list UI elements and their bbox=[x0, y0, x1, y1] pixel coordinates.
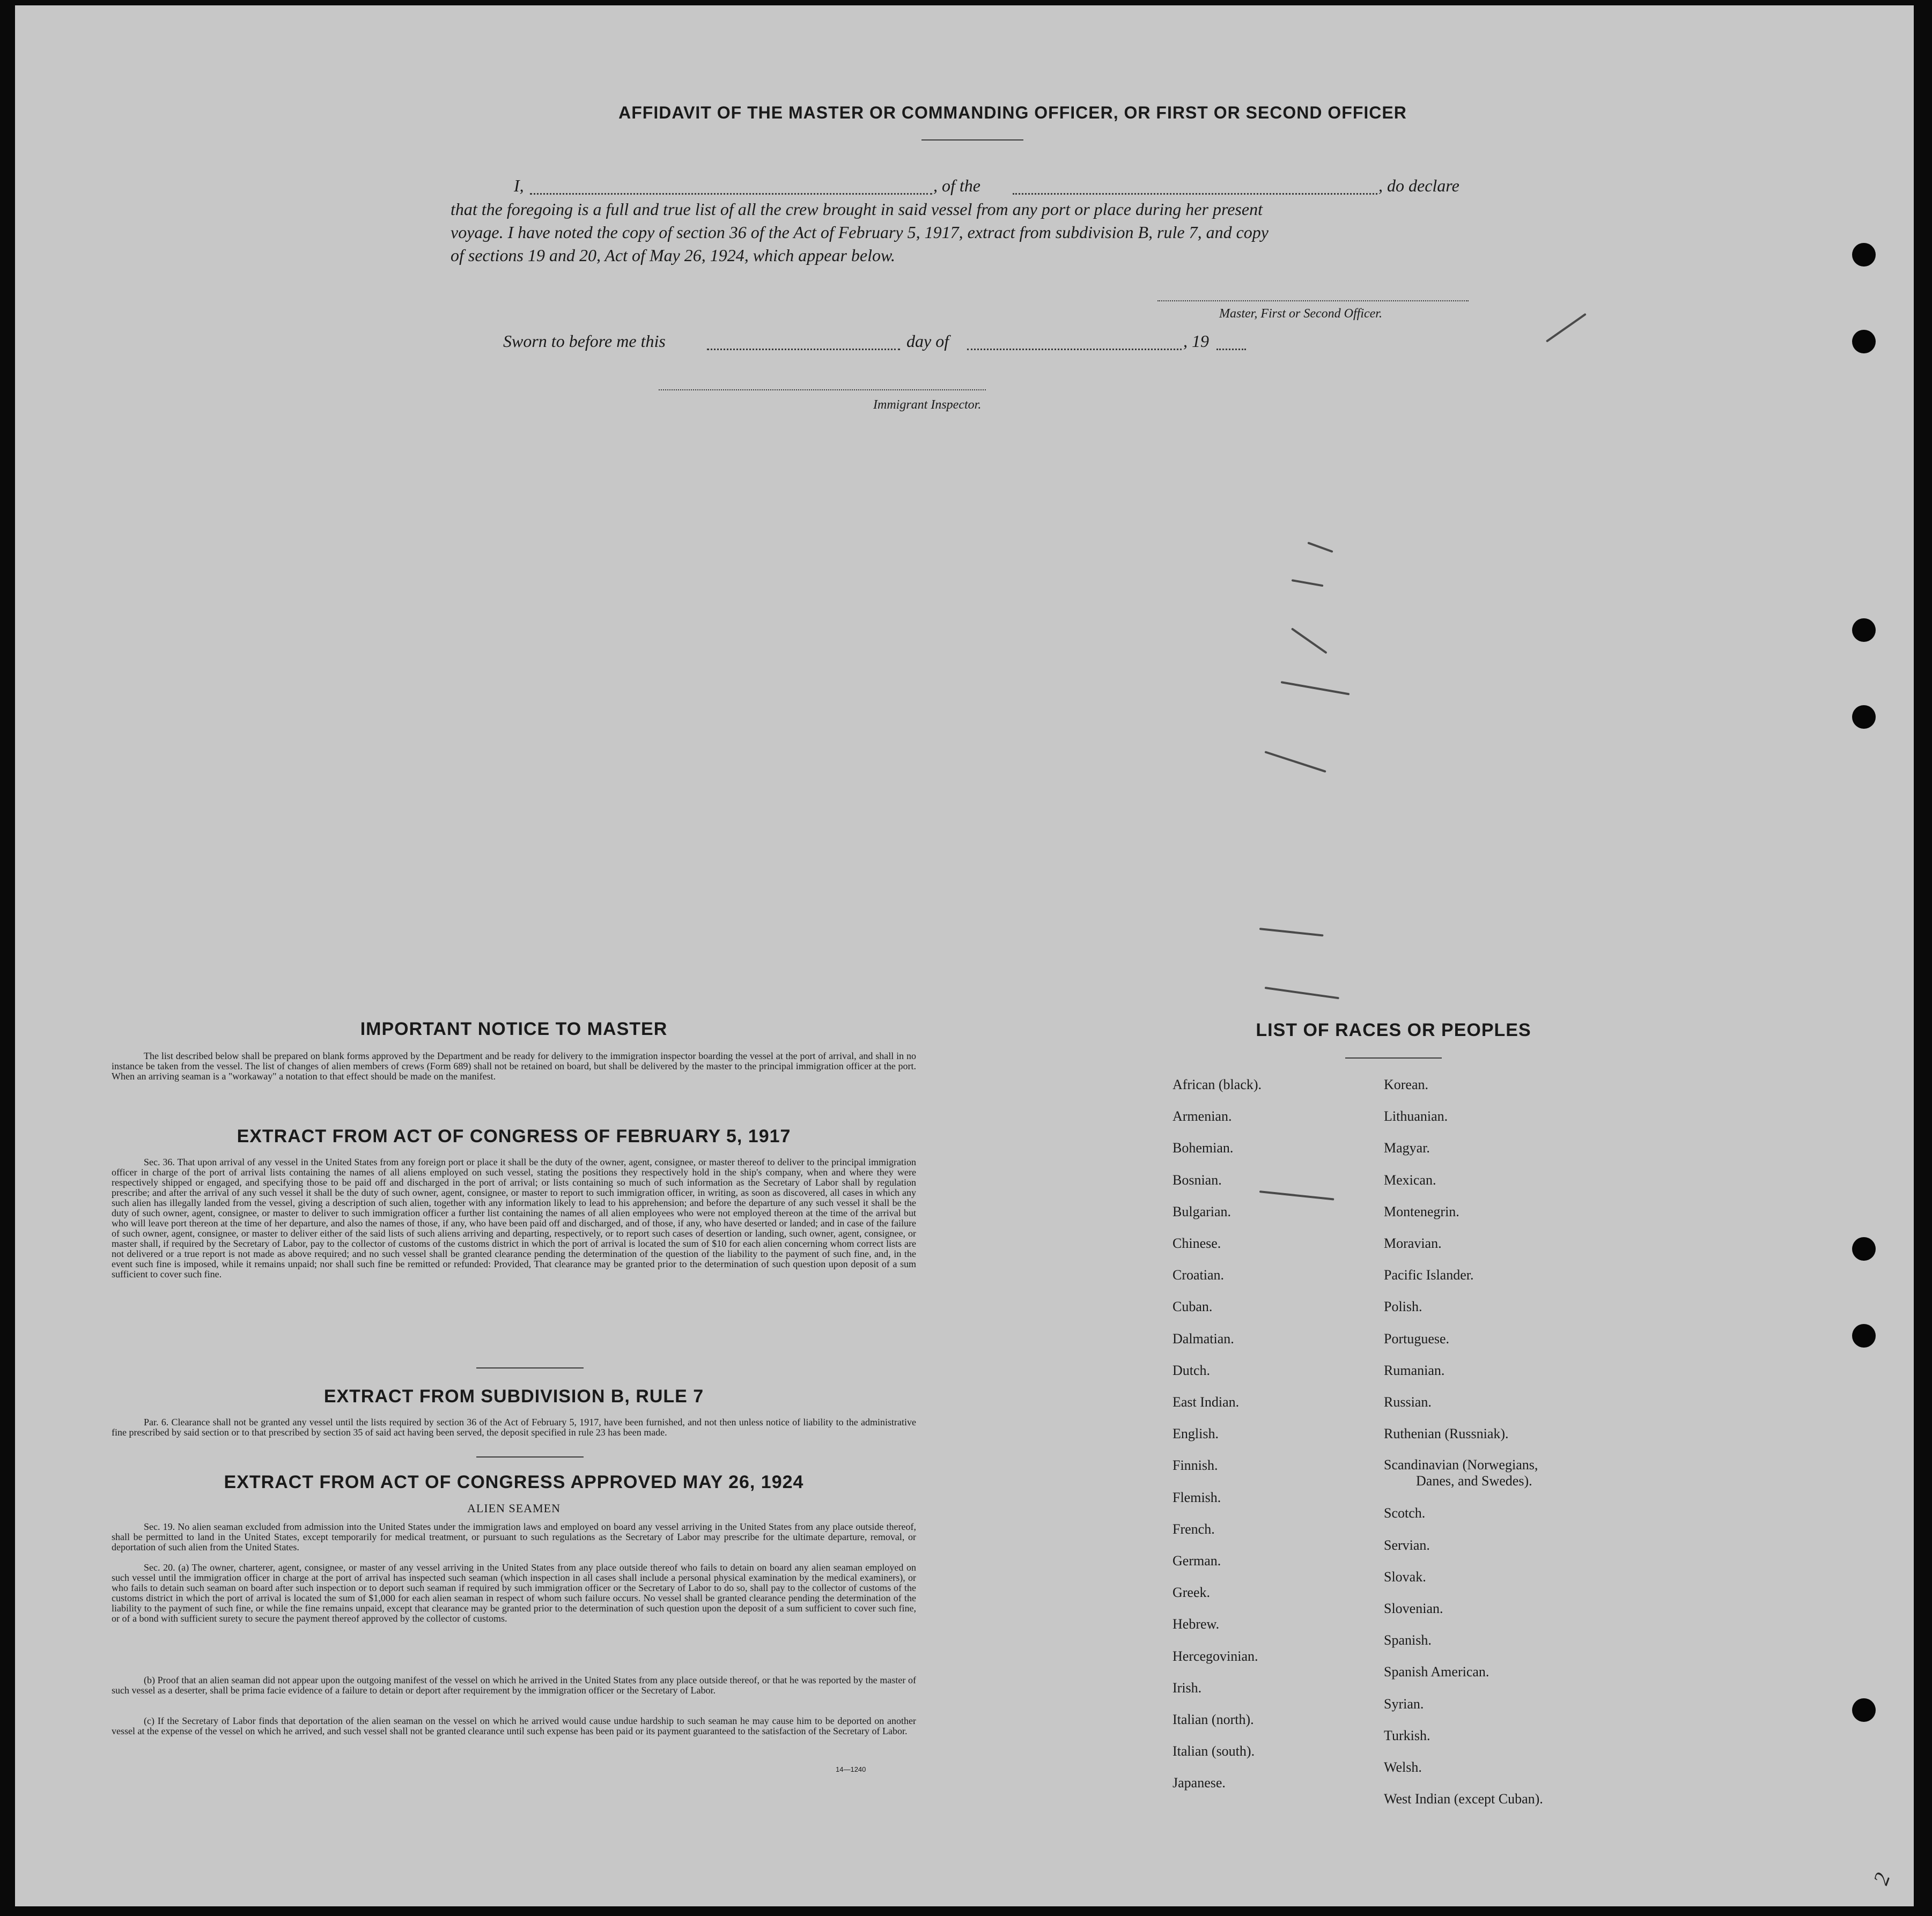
race-item: Chinese. bbox=[1173, 1236, 1221, 1252]
punch-hole bbox=[1852, 1698, 1876, 1722]
notice-title: IMPORTANT NOTICE TO MASTER bbox=[360, 1019, 668, 1039]
inspector-caption: Immigrant Inspector. bbox=[873, 398, 982, 412]
pencil-stroke bbox=[1259, 1190, 1334, 1201]
race-item: Montenegrin. bbox=[1384, 1203, 1459, 1219]
race-item: Irish. bbox=[1173, 1680, 1202, 1696]
race-item: Bulgarian. bbox=[1173, 1203, 1232, 1219]
punch-hole bbox=[1852, 243, 1876, 267]
sworn-label: Sworn to before me this bbox=[503, 331, 666, 351]
races-list-left bbox=[1173, 1069, 1262, 1799]
race-item: Spanish American. bbox=[1384, 1664, 1489, 1680]
sworn-month-blank bbox=[967, 349, 1182, 350]
inspector-signature-line bbox=[659, 389, 986, 390]
race-item: Polish. bbox=[1384, 1299, 1422, 1315]
extract-1924-sec20c: (c) If the Secretary of Labor finds that deportation of the alien seaman on the vessel on which he arrived would cause undue hardship to such seaman he may cause him to be deported on another vessel at the expense of the vessel on which he arrived, and such vessel shall not be granted clearance until such expense has been paid or its payment guaranteed to the satisfaction of the Secretary of Labor. bbox=[112, 1715, 916, 1736]
year-label: , 19 bbox=[1183, 331, 1209, 351]
race-item: Japanese. bbox=[1173, 1775, 1226, 1791]
races-title-underline bbox=[1345, 1057, 1442, 1059]
race-item: Russian. bbox=[1384, 1394, 1432, 1410]
master-signature-line bbox=[1157, 300, 1469, 301]
punch-hole bbox=[1852, 330, 1876, 353]
race-item: Dutch. bbox=[1173, 1362, 1211, 1378]
race-item: Welsh. bbox=[1384, 1759, 1422, 1776]
pencil-stroke bbox=[1291, 627, 1328, 654]
race-item: Hebrew. bbox=[1173, 1616, 1220, 1632]
i-label: I, bbox=[514, 176, 524, 195]
pencil-stroke bbox=[1546, 313, 1587, 343]
form-number: 14—1240 bbox=[836, 1765, 866, 1773]
race-item: West Indian (except Cuban). bbox=[1384, 1791, 1543, 1807]
corner-mark: 2 bbox=[1868, 1869, 1895, 1888]
race-item: Croatian. bbox=[1173, 1267, 1225, 1283]
extract-1924-title: EXTRACT FROM ACT OF CONGRESS APPROVED MAY 26, 1924 bbox=[224, 1472, 804, 1492]
of-the-label: , of the bbox=[933, 176, 980, 195]
day-of-label: day of bbox=[906, 331, 949, 351]
alien-seamen-subtitle: ALIEN SEAMEN bbox=[467, 1501, 561, 1515]
pencil-stroke bbox=[1307, 542, 1333, 553]
races-list-right bbox=[1384, 1069, 1543, 1815]
affidavit-line-2: that the foregoing is a full and true list of all the crew brought in said vessel from any port or place during her present bbox=[451, 199, 1263, 219]
race-item: Portuguese. bbox=[1384, 1330, 1450, 1347]
race-item: Pacific Islander. bbox=[1384, 1267, 1474, 1283]
race-item: Moravian. bbox=[1384, 1236, 1442, 1252]
sworn-line bbox=[503, 331, 1254, 353]
subdivision-b-body: Par. 6. Clearance shall not be granted any vessel until the lists required by section 36 of the Act of February 5, 1917, have been furnished, and not then unless notice of liability to the administrative fine prescribed by said section or to that prescribed by section 35 of said act having been served, the deposit specified in rule 23 has been made. bbox=[112, 1417, 916, 1438]
race-item: English. bbox=[1173, 1426, 1219, 1442]
sworn-day-blank bbox=[707, 349, 900, 350]
notice-body: The list described below shall be prepared on blank forms approved by the Department and be ready for delivery to the immigration inspector boarding the vessel at the port of arrival, and shall in no instance be taken from the vessel. The list of changes of alien members of crews (Form 689) shall not be retained on board, but shall be delivered by the master to the principal immigration officer at the port. When an arriving seaman is a "workaway" a notation to that effect should be made on the manifest. bbox=[112, 1051, 916, 1082]
race-item: African (black). bbox=[1173, 1077, 1262, 1092]
divider bbox=[476, 1367, 584, 1368]
race-item: Flemish. bbox=[1173, 1489, 1221, 1505]
extract-1924-sec20a: Sec. 20. (a) The owner, charterer, agent, consignee, or master of any vessel arriving in the United States from any place outside thereof who fails to detain on board any alien seaman employed on such vessel until the immigration officer in charge at the port of arrival has inspected such seaman (which inspection in all cases shall include a personal physical examination by the medical examiners), or who fails to detain such seaman on board after such inspection or to deport such seaman if required by such immigration officer or the Secretary of Labor to do so, shall pay to the collector of customs of the customs district in which the port of arrival is located the sum of $1,000 for each alien seaman in respect of whom such failure occurs. No vessel shall be granted clearance pending the determination of the liability to the payment of such fine, or while the fine remains unpaid, except that clearance may be granted prior to the determination of such question upon the deposit of a sum sufficient to cover such fine, or of a bond with sufficient surety to secure the payment thereof approved by the collector of customs. bbox=[112, 1562, 916, 1624]
race-item: Magyar. bbox=[1384, 1140, 1430, 1156]
race-item: Ruthenian (Russniak). bbox=[1384, 1426, 1509, 1442]
extract-1924-sec19: Sec. 19. No alien seaman excluded from admission into the United States under the immigration laws and employed on board any vessel arriving in the United States from any place outside thereof, shall be permitted to land in the United States, except temporarily for medical treatment, or pursuant to such regulations as the Secretary of Labor may prescribe for the ultimate departure, removal, or deportation of such alien from the United States. bbox=[112, 1521, 916, 1552]
affidavit-title: AFFIDAVIT OF THE MASTER OR COMMANDING OFFICER, OR FIRST OR SECOND OFFICER bbox=[618, 103, 1407, 122]
pencil-stroke bbox=[1264, 751, 1326, 773]
race-item: Dalmatian. bbox=[1173, 1330, 1234, 1347]
race-item: Syrian. bbox=[1384, 1696, 1424, 1712]
race-item: Lithuanian. bbox=[1384, 1108, 1448, 1125]
divider bbox=[476, 1456, 584, 1458]
race-item: Slovenian. bbox=[1384, 1601, 1443, 1617]
race-item: Bohemian. bbox=[1173, 1140, 1234, 1156]
race-item: East Indian. bbox=[1173, 1394, 1240, 1410]
pencil-stroke bbox=[1281, 681, 1350, 696]
title-underline bbox=[921, 139, 1023, 140]
race-item: German. bbox=[1173, 1553, 1221, 1569]
race-item: Italian (south). bbox=[1173, 1743, 1255, 1759]
extract-1917-body: Sec. 36. That upon arrival of any vessel in the United States from any foreign port or place it shall be the duty of the owner, agent, consignee, or master thereof to deliver to the principal immigration officer in charge of the port of arrival lists containing the names of all aliens employed on such vessel, stating the positions they respectively hold in the ship's company, when and where they were respectively shipped or engaged, and specifying those to be paid off and discharged in the port of arrival; or lists containing so much of such information as the Secretary of Labor shall by regulation prescribe; and after the arrival of any such vessel it shall be the duty of such owner, agent, consignee, or master to report to such immigration officer, in writing, as soon as discovered, all cases in which any such alien has illegally landed from the vessel, giving a description of such alien, together with any information likely to lead to his apprehension; and before the departure of any such vessel it shall be the duty of such owner, agent, consignee, or master to deliver to such immigration officer a further list containing the names of all alien employees who were not employed thereon at the time of the arrival but who will leave port thereon at the time of her departure, and also the names of those, if any, who have been paid off and discharged, and of those, if any, who have deserted or landed; and in case of the failure of such owner, agent, consignee, or master to deliver either of the said lists of such aliens arriving and departing, respectively, or to report such cases of desertion or landing, such owner, agent, consignee, or master shall, if required by the Secretary of Labor, pay to the collector of customs of the customs district in which the port of arrival is located the sum of $10 for each alien concerning whom correct lists are not delivered or a true report is not made as above required; and no such vessel shall be granted clearance pending the determination of the question of the liability to the payment of such fine, and, in the event such fine is imposed, while it remains unpaid; nor shall such fine be remitted or refunded: Provided, That clearance may be granted prior to the determination of such question upon deposit of a sum sufficient to cover such fine. bbox=[112, 1157, 916, 1279]
do-declare-label: , do declare bbox=[1378, 176, 1459, 195]
race-item: French. bbox=[1173, 1521, 1215, 1537]
race-item: Italian (north). bbox=[1173, 1712, 1254, 1728]
race-item: Greek. bbox=[1173, 1585, 1211, 1601]
race-item: Cuban. bbox=[1173, 1299, 1213, 1315]
affidavit-line-4: of sections 19 and 20, Act of May 26, 1924, which appear below. bbox=[451, 246, 895, 265]
form-sheet bbox=[15, 5, 1914, 1906]
extract-1917-title: EXTRACT FROM ACT OF CONGRESS OF FEBRUARY 5, 1917 bbox=[237, 1126, 791, 1146]
master-caption: Master, First or Second Officer. bbox=[1219, 307, 1382, 321]
race-item: Korean. bbox=[1384, 1077, 1429, 1092]
affidavit-line-3: voyage. I have noted the copy of section 36 of the Act of February 5, 1917, extract from subdivision B, rule 7, and copy bbox=[451, 223, 1269, 242]
pencil-stroke bbox=[1292, 579, 1324, 587]
pencil-stroke bbox=[1265, 987, 1339, 999]
punch-hole bbox=[1852, 705, 1876, 729]
punch-hole bbox=[1852, 1324, 1876, 1348]
affidavit-line-1 bbox=[498, 176, 1517, 197]
race-item: Servian. bbox=[1384, 1537, 1430, 1553]
extract-1924-sec20b: (b) Proof that an alien seaman did not appear upon the outgoing manifest of the vessel on which he arrived in the United States from any place outside thereof, or that he was reported by the master of such vessel as a deserter, shall be prima facie evidence of a failure to detain or deport after requirement by the immigration officer or the Secretary of Labor. bbox=[112, 1675, 916, 1696]
race-item: Danes, and Swedes). bbox=[1416, 1473, 1532, 1489]
race-item: Hercegovinian. bbox=[1173, 1648, 1258, 1664]
race-item: Scandinavian (Norwegians, bbox=[1384, 1457, 1538, 1473]
race-item: Slovak. bbox=[1384, 1569, 1426, 1585]
pencil-stroke bbox=[1259, 928, 1324, 937]
punch-hole bbox=[1852, 1237, 1876, 1261]
race-item: Finnish. bbox=[1173, 1458, 1218, 1474]
races-title: LIST OF RACES OR PEOPLES bbox=[1256, 1020, 1531, 1040]
race-item: Rumanian. bbox=[1384, 1362, 1445, 1378]
race-item: Bosnian. bbox=[1173, 1172, 1222, 1188]
race-item: Scotch. bbox=[1384, 1505, 1426, 1521]
punch-hole bbox=[1852, 618, 1876, 642]
vessel-blank bbox=[1013, 193, 1377, 195]
name-blank bbox=[530, 193, 932, 195]
race-item: Spanish. bbox=[1384, 1632, 1432, 1648]
year-blank bbox=[1216, 349, 1246, 350]
subdivision-b-title: EXTRACT FROM SUBDIVISION B, RULE 7 bbox=[323, 1386, 704, 1407]
race-item: Mexican. bbox=[1384, 1172, 1436, 1188]
race-item: Turkish. bbox=[1384, 1727, 1430, 1743]
race-item: Armenian. bbox=[1173, 1108, 1232, 1125]
